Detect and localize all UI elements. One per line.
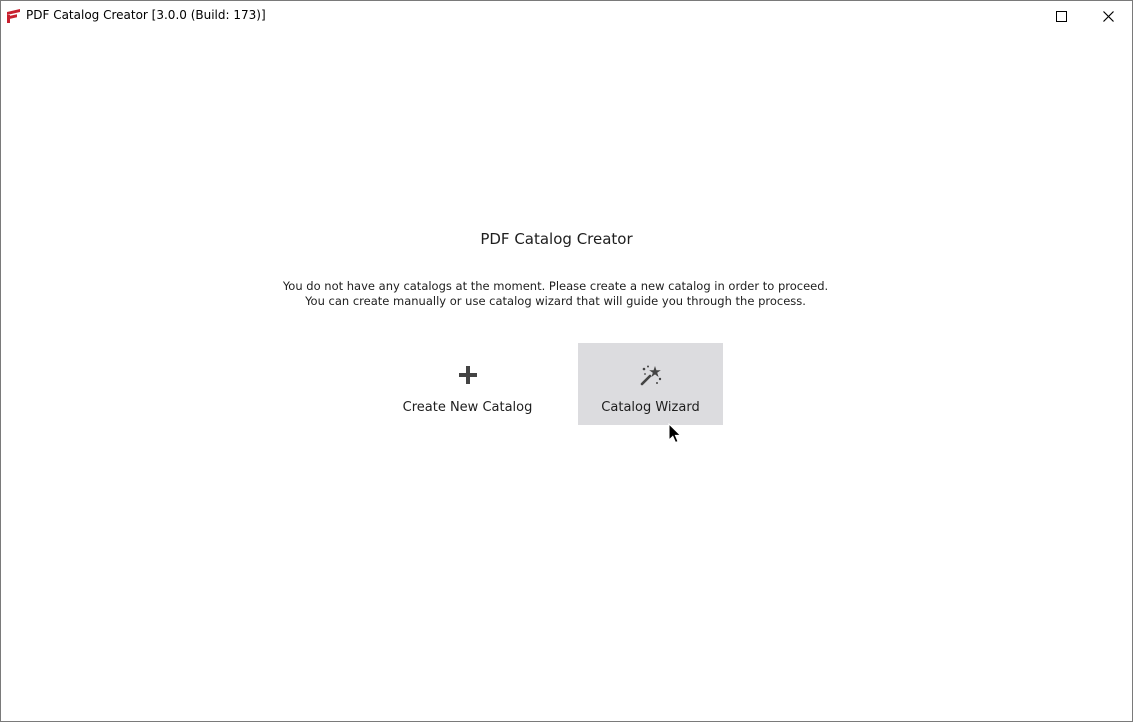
page-title: PDF Catalog Creator: [480, 230, 633, 248]
create-new-catalog-label: Create New Catalog: [402, 400, 533, 415]
create-new-catalog-button[interactable]: [395, 343, 540, 425]
close-icon: [1103, 11, 1114, 22]
description-line-1: You do not have any catalogs at the moment. Please create a new catalog in order to proceed.: [282, 279, 829, 293]
title-bar[interactable]: [1, 1, 1132, 31]
description-line-2: You can create manually or use catalog wizard that will guide you through the process.: [305, 294, 806, 308]
pdf-catalog-logo-icon: [6, 9, 21, 23]
catalog-wizard-label: Catalog Wizard: [601, 400, 700, 415]
magic-wand-icon: [640, 364, 662, 386]
catalog-wizard-button[interactable]: [578, 343, 723, 425]
plus-icon: [457, 364, 479, 386]
maximize-icon: [1056, 11, 1067, 22]
close-button[interactable]: [1086, 1, 1132, 31]
maximize-button[interactable]: [1039, 1, 1085, 31]
mouse-cursor-icon: [668, 423, 682, 445]
window-title: PDF Catalog Creator [3.0.0 (Build: 173)]: [26, 8, 266, 22]
